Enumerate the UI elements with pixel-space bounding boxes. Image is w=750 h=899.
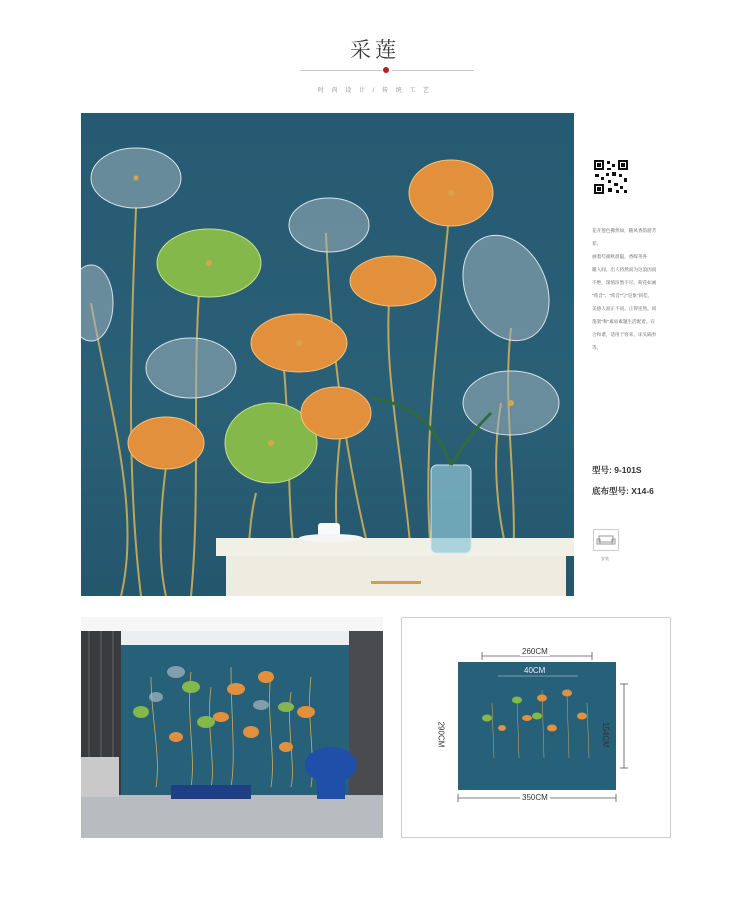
title-divider-right <box>392 70 474 71</box>
inner-width-label: 40CM <box>524 666 546 675</box>
install-label: 安装 <box>601 556 609 561</box>
right-height-label: 154CM <box>601 722 610 748</box>
title-divider-left <box>300 70 382 71</box>
page-title: 采莲 <box>350 38 400 62</box>
hero-mural-image <box>81 113 574 596</box>
model-number: 型号: 9-101S <box>592 465 642 475</box>
bottom-width-label: 350CM <box>522 793 548 802</box>
qr-code-icon <box>592 158 630 196</box>
room-scene-image <box>81 617 383 838</box>
title-divider-dot <box>383 67 389 73</box>
sofa-outline-icon <box>593 529 619 551</box>
dimension-diagram <box>401 617 671 838</box>
width-label: 260CM <box>522 647 548 656</box>
base-fabric-model: 底布型号: X14-6 <box>592 486 654 496</box>
left-height-label: 290CM <box>436 721 446 748</box>
page-subtitle: 时 尚 设 计 / 传 统 工 艺 <box>317 88 432 94</box>
product-description: 花开莲色佛然如，随风香韵游芳菲。 画着芍颜秋晨隐，香晖英各 暖人间。出人将然而为这浪因而 不绝，深情渲然不尽。荷花如画 "希音"、"希音"与"是象"同佳， 美感人而正不同。正得连然。同 蓬架"和"素易素题生活配着。在 合和谐，适用于客来、床头隔券 等。 <box>592 228 657 350</box>
lotus-mural-illustration <box>81 113 574 596</box>
